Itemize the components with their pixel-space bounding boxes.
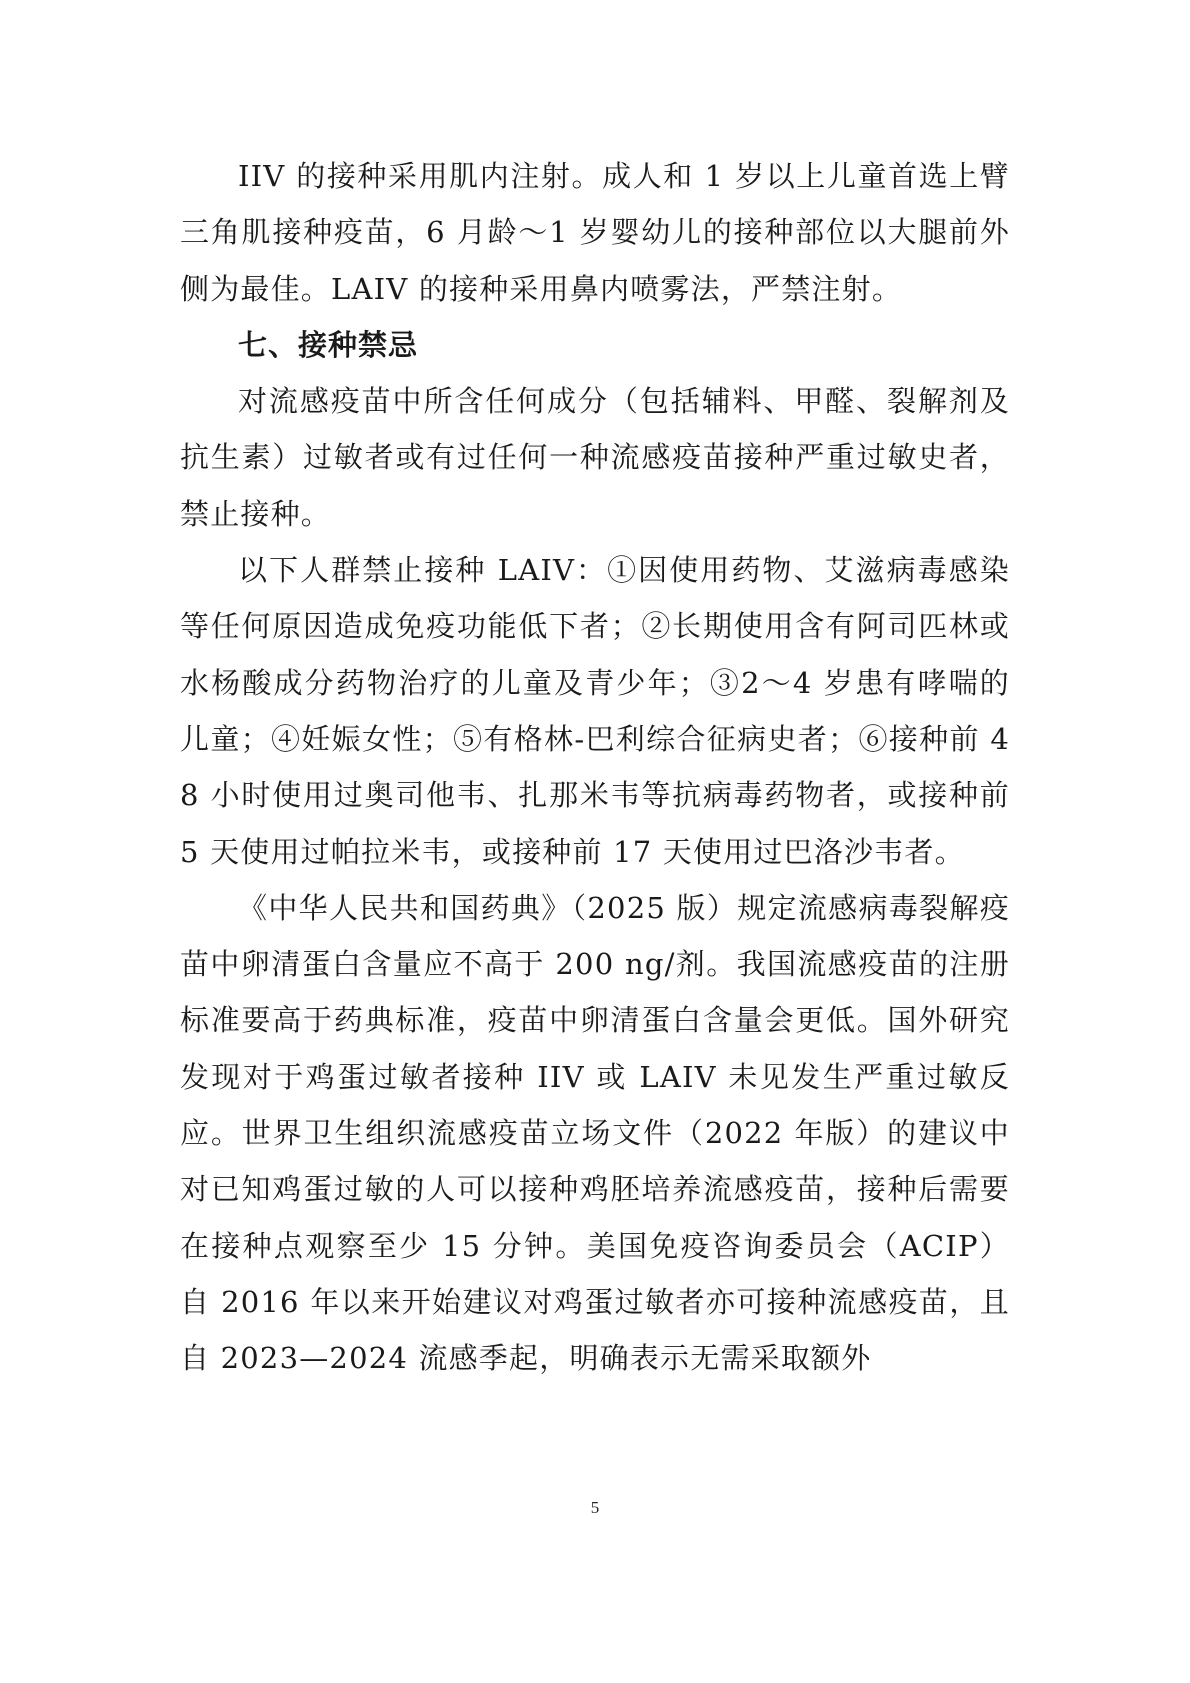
section-heading-contraindications: 七、接种禁忌	[238, 327, 419, 362]
page-body	[180, 148, 1010, 1387]
paragraph-laiv-contraindications: 以下人群禁止接种 LAIV：①因使用药物、艾滋病毒感染等任何原因造成免疫功能低下者；②长期使用含有阿司匹林或水杨酸成分药物治疗的儿童及青少年；③2～4 岁患有哮喘的儿童；④妊娠女性；⑤有格林-巴利综合征病史者；⑥接种前 48 小时使用过奥司他韦、扎那米韦等抗病毒药物者，或接种前 5 天使用过帕拉米韦，或接种前 17 天使用过巴洛沙韦者。	[180, 553, 1010, 869]
page-number: 5	[590, 1498, 600, 1517]
paragraph-allergy-contraindication: 对流感疫苗中所含任何成分（包括辅料、甲醛、裂解剂及抗生素）过敏者或有过任何一种流感疫苗接种严重过敏史者，禁止接种。	[180, 384, 1010, 531]
paragraph-injection-method: IIV 的接种采用肌内注射。成人和 1 岁以上儿童首选上臂三角肌接种疫苗，6 月龄～1 岁婴幼儿的接种部位以大腿前外侧为最佳。LAIV 的接种采用鼻内喷雾法，严禁注射。	[180, 159, 1010, 306]
paragraph-egg-allergy: 《中华人民共和国药典》（2025 版）规定流感病毒裂解疫苗中卵清蛋白含量应不高于 200 ng/剂。我国流感疫苗的注册标准要高于药典标准，疫苗中卵清蛋白含量会更低。国外研究发现对于鸡蛋过敏者接种 IIV 或 LAIV 未见发生严重过敏反应。世界卫生组织流感疫苗立场文件（2022 年版）的建议中对已知鸡蛋过敏的人可以接种鸡胚培养流感疫苗，接种后需要在接种点观察至少 15 分钟。美国免疫咨询委员会（ACIP）自 2016 年以来开始建议对鸡蛋过敏者亦可接种流感疫苗，且自 2023—2024 流感季起，明确表示无需采取额外	[180, 890, 1010, 1376]
